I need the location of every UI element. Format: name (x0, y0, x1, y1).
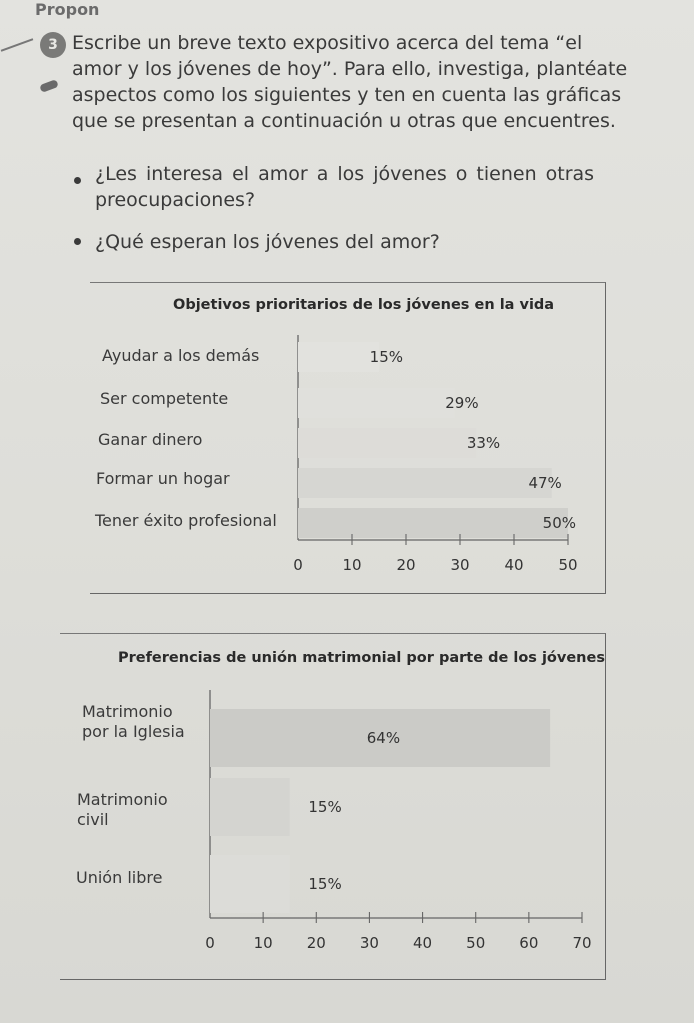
category-line: Matrimonio (82, 702, 173, 721)
section-header: Propon (35, 0, 100, 19)
bar (298, 468, 552, 498)
x-tick-label: 20 (306, 934, 326, 952)
bar (298, 428, 476, 458)
chart-objetivos-category: Formar un hogar (96, 469, 230, 488)
chart-objetivos-category: Ayudar a los demás (102, 346, 260, 365)
chart-objetivos-title: Objetivos prioritarios de los jóvenes en la vida (173, 297, 555, 313)
x-tick-label: 0 (293, 556, 303, 574)
bar (298, 342, 379, 372)
data-label: 47% (528, 474, 562, 492)
bar (298, 388, 455, 418)
x-tick-label: 10 (253, 934, 273, 952)
x-tick-label: 50 (558, 556, 578, 574)
instruction-line: aspectos como los siguientes y ten en cuenta las gráficas (72, 84, 622, 106)
category-line: por la Iglesia (82, 722, 185, 741)
margin-dot (39, 79, 59, 93)
chart-preferencias-plot (195, 690, 600, 965)
x-tick-label: 30 (359, 934, 379, 952)
x-tick-label: 0 (205, 934, 215, 952)
x-tick-label: 10 (342, 556, 362, 574)
data-label: 15% (308, 798, 342, 816)
bar (210, 855, 290, 913)
x-tick-label: 60 (519, 934, 539, 952)
data-label: 29% (445, 394, 479, 412)
chart-objetivos-plot (280, 330, 600, 585)
chart-objetivos-category: Ganar dinero (98, 430, 203, 449)
instruction-line: que se presentan a continuación u otras que encuentres. (72, 110, 616, 132)
x-tick-label: 40 (413, 934, 433, 952)
activity-instructions (72, 30, 628, 134)
category-line: Matrimonio (77, 790, 168, 809)
chart-preferencias-category (76, 868, 162, 888)
data-label: 64% (366, 729, 401, 747)
category-line: civil (77, 810, 109, 829)
chart-preferencias-category (77, 790, 168, 830)
x-tick-label: 70 (572, 934, 592, 952)
bar (298, 508, 568, 538)
data-label: 15% (308, 875, 342, 893)
chart-objetivos-category: Ser competente (100, 389, 229, 408)
margin-mark (1, 38, 34, 52)
chart-objetivos-category: Tener éxito profesional (95, 511, 277, 530)
x-tick-label: 20 (396, 556, 416, 574)
bullet-dot (74, 177, 81, 184)
instruction-line: amor y los jóvenes de hoy”. Para ello, investiga, plantéate (72, 58, 628, 80)
bullet-item-2: ¿Qué esperan los jóvenes del amor? (95, 231, 440, 253)
x-tick-label: 50 (466, 934, 486, 952)
instruction-line: Escribe un breve texto expositivo acerca del tema “el (72, 32, 583, 54)
x-tick-label: 30 (450, 556, 470, 574)
bullet-item-1-line-1: ¿Les interesa el amor a los jóvenes o tienen otras (95, 163, 595, 185)
bullet-item-1-line-2: preocupaciones? (95, 189, 256, 211)
data-label: 15% (369, 348, 403, 366)
bar (210, 778, 290, 836)
category-line: Unión libre (76, 868, 163, 887)
chart-preferencias-title: Preferencias de unión matrimonial por parte de los jóvenes (118, 650, 605, 666)
x-tick-label: 40 (504, 556, 524, 574)
activity-number-badge: 3 (40, 32, 66, 58)
data-label: 50% (542, 514, 576, 532)
data-label: 33% (466, 434, 501, 452)
bullet-dot (74, 238, 81, 245)
chart-preferencias-category (82, 702, 185, 742)
